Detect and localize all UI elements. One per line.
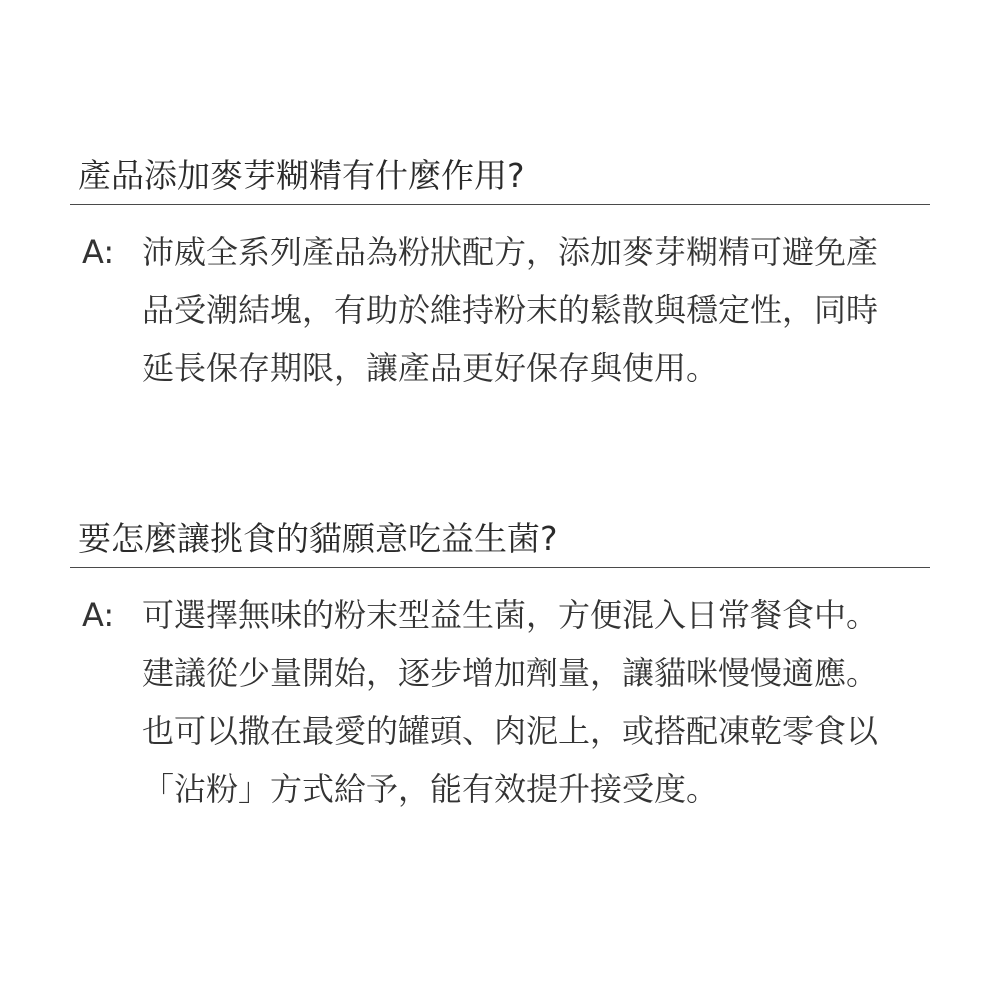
- faq-answer: [70, 586, 930, 818]
- faq-question: 產品添加麥芽糊精有什麼作用?: [70, 152, 930, 205]
- faq-answer: [70, 223, 930, 397]
- faq-question: 要怎麼讓挑食的貓願意吃益生菌?: [70, 515, 930, 568]
- answer-line: 建議從少量開始，逐步增加劑量，讓貓咪慢慢適應。: [142, 654, 879, 692]
- answer-line: 品受潮結塊，有助於維持粉末的鬆散與穩定性，同時: [142, 291, 879, 329]
- answer-line: 沛威全系列產品為粉狀配方，添加麥芽糊精可避免產: [142, 233, 879, 271]
- faq-item: [70, 152, 930, 397]
- answer-line: 「沾粉」方式給予，能有效提升接受度。: [142, 770, 719, 808]
- answer-line: 延長保存期限，讓產品更好保存與使用。: [142, 349, 719, 387]
- answer-line: 也可以撒在最愛的罐頭、肉泥上，或搭配凍乾零食以: [142, 712, 879, 750]
- answer-line: 可選擇無味的粉末型益生菌，方便混入日常餐食中。: [142, 596, 879, 634]
- faq-item: [70, 515, 930, 818]
- answer-prefix: A:: [82, 233, 115, 271]
- answer-prefix: A:: [82, 596, 115, 634]
